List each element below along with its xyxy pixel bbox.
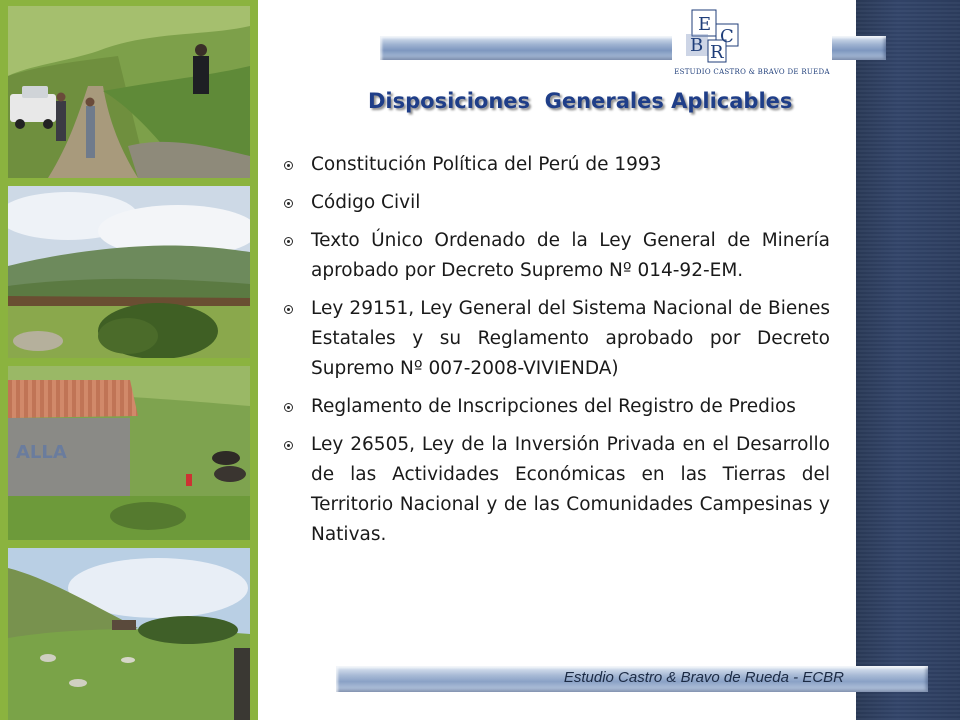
- circled-dot-bullet-icon: [284, 403, 293, 412]
- photo-strip: [0, 0, 258, 720]
- bullet-list: [280, 150, 830, 558]
- photo-rural-house: [8, 366, 250, 540]
- bullet-item-constitucion: [280, 150, 830, 180]
- svg-text:C: C: [720, 26, 734, 47]
- photo-valley-clouds: [8, 186, 250, 358]
- circled-dot-bullet-icon: [284, 161, 293, 170]
- slide-title: Disposiciones Generales Aplicables: [368, 89, 793, 113]
- bullet-text: Reglamento de Inscripciones del Registro de Predios: [311, 396, 796, 417]
- bullet-item-ley-29151: [280, 294, 830, 384]
- bullet-item-reglamento-predios: [280, 392, 830, 422]
- right-decorative-band: [856, 0, 960, 720]
- bullet-text: Texto Único Ordenado de la Ley General de Minería aprobado por Decreto Supremo Nº 014-92-EM.: [311, 230, 830, 281]
- circled-dot-bullet-icon: [284, 305, 293, 314]
- bullet-item-ley-mineria: [280, 226, 830, 286]
- bullet-text: Constitución Política del Perú de 1993: [311, 154, 662, 175]
- photo-hillside-road: [8, 6, 250, 178]
- svg-text:ALLA: ALLA: [16, 442, 67, 463]
- ecbr-logo: [672, 6, 832, 78]
- bullet-item-codigo-civil: [280, 188, 830, 218]
- svg-text:B: B: [690, 35, 704, 56]
- footer-text: Estudio Castro & Bravo de Rueda - ECBR: [563, 669, 844, 686]
- bullet-text: Ley 29151, Ley General del Sistema Nacional de Bienes Estatales y su Reglamento aprobado por Decreto Supremo Nº 007-2008-VIVIENDA): [311, 298, 830, 379]
- bullet-text: Código Civil: [311, 192, 421, 213]
- bullet-item-ley-26505: [280, 430, 830, 550]
- circled-dot-bullet-icon: [284, 199, 293, 208]
- bullet-text: Ley 26505, Ley de la Inversión Privada en el Desarrollo de las Actividades Económicas en las Tierras del Territorio Nacional y de las Comunidades Campesinas y Nativas.: [311, 434, 830, 545]
- svg-text:E: E: [698, 14, 712, 35]
- circled-dot-bullet-icon: [284, 237, 293, 246]
- logo-caption: ESTUDIO CASTRO & BRAVO DE RUEDA: [674, 68, 830, 76]
- photo-mountain-pasture: [8, 548, 250, 720]
- svg-text:R: R: [710, 42, 724, 63]
- circled-dot-bullet-icon: [284, 441, 293, 450]
